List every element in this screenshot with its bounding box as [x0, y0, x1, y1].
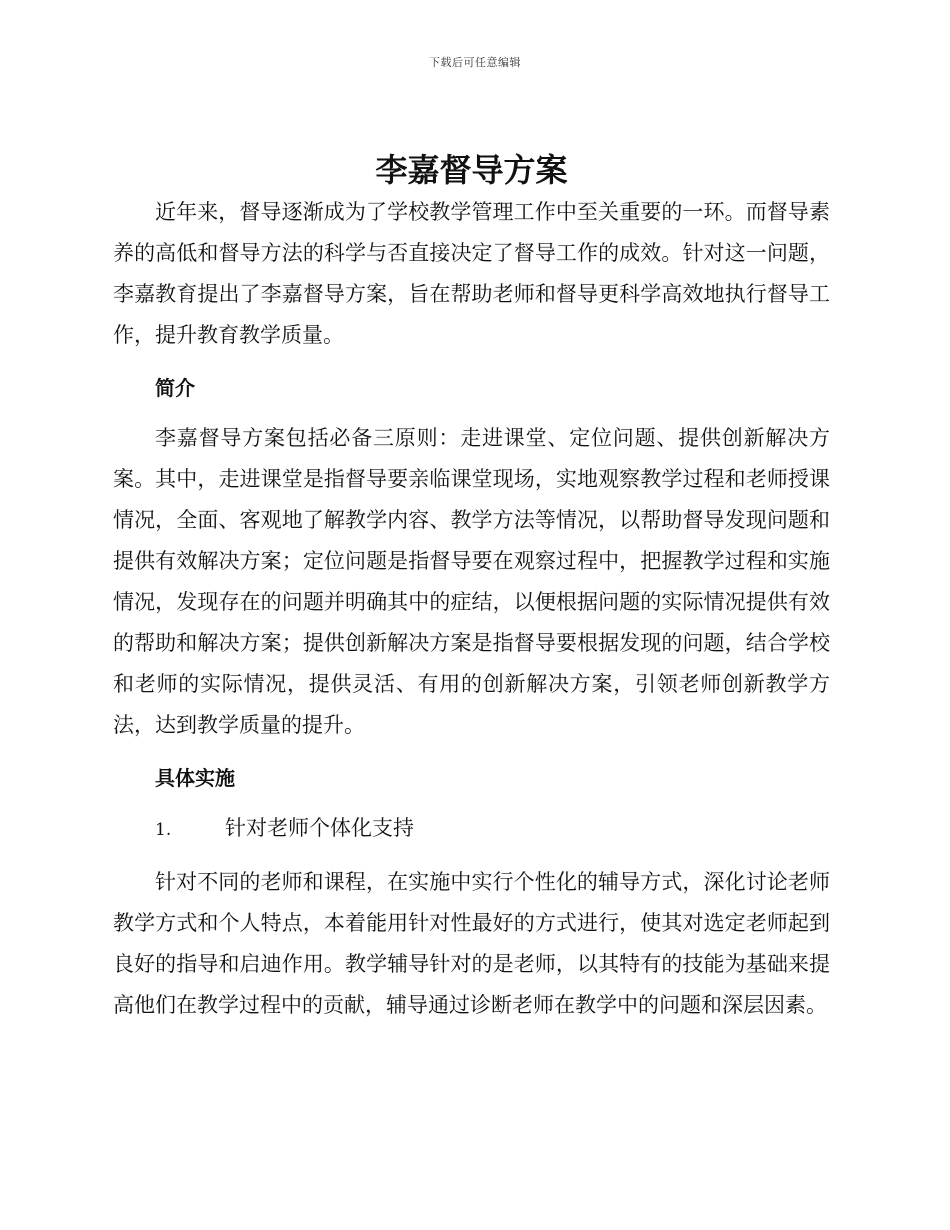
- list-item-number: 1.: [155, 820, 172, 840]
- section-heading-intro: 简介: [155, 376, 195, 400]
- list-item-text: 针对老师个体化支持: [225, 816, 414, 840]
- intro-section-paragraph: 李嘉督导方案包括必备三原则：走进课堂、定位问题、提供创新解决方案。其中，走进课堂是指督导要亲临课堂现场，实地观察教学过程和老师授课情况，全面、客观地了解教学内容、教学方法等情况，以帮助督导发现问题和提供有效解决方案；定位问题是指督导要在观察过程中，把握教学过程和实施情况，发现存在的问题并明确其中的症结，以便根据问题的实际情况提供有效的帮助和解决方案；提供创新解决方案是指督导要根据发现的问题，结合学校和老师的实际情况，提供灵活、有用的创新解决方案，引领老师创新教学方法，达到教学质量的提升。: [113, 426, 830, 737]
- document-title: 李嘉督导方案: [375, 151, 568, 189]
- section-heading-implementation: 具体实施: [155, 766, 235, 790]
- document-body: [113, 148, 830, 1026]
- implementation-paragraph: 针对不同的老师和课程，在实施中实行个性化的辅导方式，深化讨论老师教学方式和个人特点，本着能用针对性最好的方式进行，使其对选定老师起到良好的指导和启迪作用。教学辅导针对的是老师，以其特有的技能为基础来提高他们在教学过程中的贡献，辅导通过诊断老师在教学中的问题和深层因素。: [113, 870, 830, 1017]
- header-note: 下载后可任意编辑: [429, 56, 521, 69]
- list-item: [155, 808, 830, 850]
- intro-paragraph: 近年来，督导逐渐成为了学校教学管理工作中至关重要的一环。而督导素养的高低和督导方法的科学与否直接决定了督导工作的成效。针对这一问题，李嘉教育提出了李嘉督导方案，旨在帮助老师和督导更科学高效地执行督导工作，提升教育教学质量。: [113, 200, 830, 347]
